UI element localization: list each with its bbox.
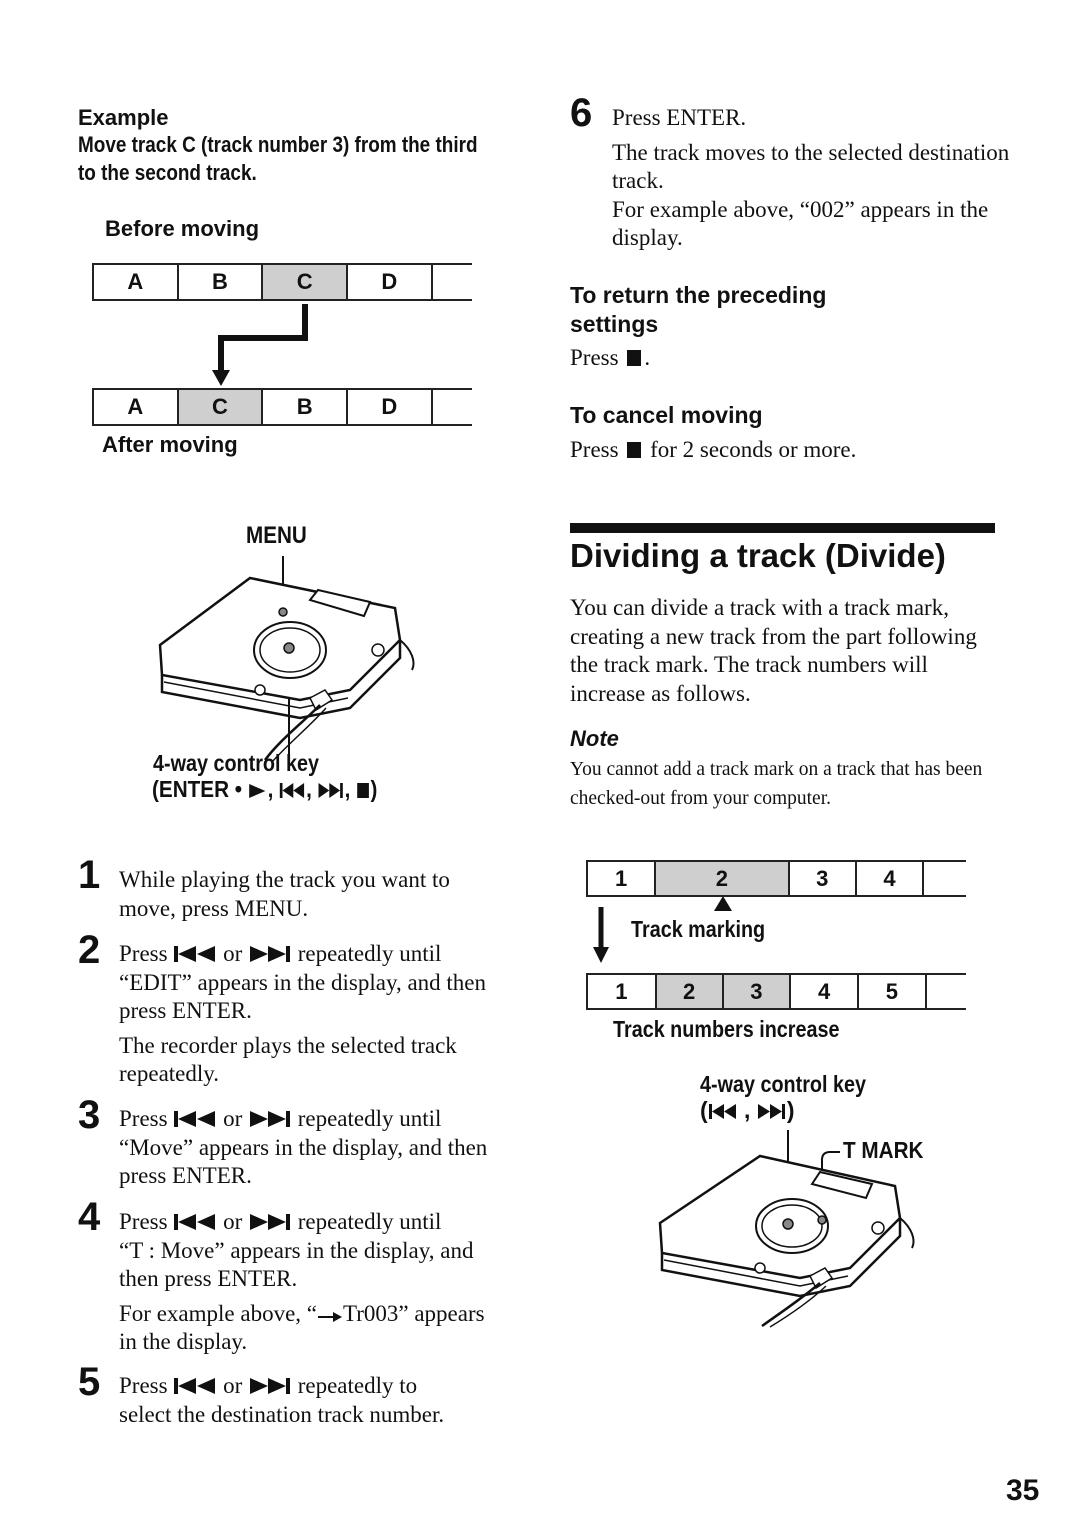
step-note-pre: For example above, “ bbox=[119, 1300, 317, 1326]
cancel-text-pre: Press bbox=[570, 437, 619, 462]
minidisc-device-illustration bbox=[150, 550, 420, 765]
step-first-line bbox=[119, 1372, 494, 1401]
step-6-block bbox=[612, 104, 1012, 253]
step-mid: or bbox=[223, 1373, 243, 1398]
track-cell-highlight: 2 bbox=[655, 975, 722, 1008]
step-note bbox=[119, 1300, 494, 1357]
step-text: While playing the track you want to move, press MENU. bbox=[119, 867, 450, 921]
minidisc-device-illustration bbox=[650, 1128, 920, 1328]
track-cell-empty bbox=[431, 265, 472, 299]
next-track-icon bbox=[248, 944, 292, 964]
stop-icon bbox=[627, 350, 641, 366]
return-text-pre: Press bbox=[570, 345, 619, 370]
play-icon bbox=[248, 780, 268, 800]
next-track-icon bbox=[318, 780, 345, 800]
step-mid: or bbox=[223, 1106, 243, 1131]
step-number: 6 bbox=[570, 91, 593, 135]
step-text: “Move” appears in the display, and then press ENTER. bbox=[119, 1134, 488, 1188]
move-arrow-icon bbox=[205, 300, 315, 390]
step-pre: Press bbox=[119, 1373, 168, 1398]
step-4-block bbox=[119, 1208, 494, 1357]
step-3-block bbox=[119, 1105, 494, 1191]
track-cell: A bbox=[92, 265, 177, 299]
section-rule bbox=[570, 523, 995, 533]
track-cell-highlight: 3 bbox=[722, 975, 790, 1008]
track-cell-highlight: C bbox=[177, 390, 262, 424]
previous-track-icon bbox=[708, 1101, 738, 1121]
control-key-label: 4-way control key bbox=[153, 750, 320, 776]
return-heading-line2: settings bbox=[570, 311, 659, 337]
step-note: For example above, “002” appears in the display. bbox=[612, 196, 989, 250]
right-arrow-icon bbox=[317, 1310, 343, 1324]
track-mark-arrow-icon bbox=[712, 895, 734, 913]
step-5-block bbox=[119, 1372, 494, 1429]
return-heading bbox=[570, 281, 826, 339]
step-first-line bbox=[119, 1105, 494, 1134]
note-text: You cannot add a track mark on a track that has been checked-out from your computer. bbox=[570, 759, 983, 809]
track-cell: A bbox=[92, 390, 177, 424]
track-cell-empty bbox=[925, 975, 966, 1008]
step-note: The recorder plays the selected track repeatedly. bbox=[119, 1032, 457, 1086]
step-number: 5 bbox=[78, 1360, 101, 1404]
return-text bbox=[570, 344, 650, 373]
previous-track-icon bbox=[173, 1376, 217, 1396]
control-key-prefix: (ENTER • bbox=[152, 776, 243, 802]
track-cell: 1 bbox=[586, 975, 655, 1008]
step-note-code: Tr003 bbox=[342, 1300, 399, 1326]
cancel-text bbox=[570, 436, 856, 465]
control-key-sublabel: (ENTER • , , , ) bbox=[152, 776, 378, 802]
control-key-label: 4-way control key bbox=[700, 1071, 867, 1097]
step-pre: Press bbox=[119, 941, 168, 966]
before-moving-label: Before moving bbox=[105, 216, 260, 241]
step-first-line: Press ENTER. bbox=[612, 105, 747, 130]
track-cell: B bbox=[177, 265, 262, 299]
example-text: Move track C (track number 3) from the third to the second track. bbox=[78, 132, 478, 185]
track-cell: 5 bbox=[857, 975, 925, 1008]
step-post: repeatedly until bbox=[297, 941, 442, 966]
step-text: The track moves to the selected destination track. bbox=[612, 139, 1010, 193]
down-arrow-icon bbox=[590, 905, 612, 965]
step-text: “T : Move” appears in the display, and then press ENTER. bbox=[119, 1237, 474, 1291]
control-key-suffix: ) bbox=[370, 776, 378, 802]
menu-label: MENU bbox=[246, 522, 307, 549]
step-number: 1 bbox=[78, 853, 101, 897]
step-number: 2 bbox=[78, 928, 101, 972]
cancel-heading: To cancel moving bbox=[570, 402, 763, 428]
step-post: repeatedly until bbox=[297, 1106, 442, 1131]
step-mid: or bbox=[223, 1209, 243, 1234]
step-2-block bbox=[119, 940, 494, 1089]
after-moving-label: After moving bbox=[102, 432, 238, 457]
track-cell: 3 bbox=[788, 862, 855, 895]
divide-intro: You can divide a track with a track mark, creating a new track from the part following the track mark. The track numbers will increase as follows. bbox=[570, 595, 977, 706]
note-heading: Note bbox=[570, 726, 619, 751]
track-cell-highlight: C bbox=[261, 265, 346, 299]
after-tape bbox=[92, 388, 472, 426]
step-text: select the destination track number. bbox=[119, 1401, 445, 1427]
cancel-text-post: for 2 seconds or more. bbox=[650, 437, 857, 462]
track-increase-label: Track numbers increase bbox=[613, 1016, 840, 1042]
track-tape-before bbox=[586, 860, 966, 897]
return-text-post: . bbox=[644, 345, 651, 370]
track-cell-empty bbox=[431, 390, 472, 424]
step-first-line bbox=[119, 1208, 494, 1237]
step-number: 4 bbox=[78, 1195, 101, 1239]
track-marking-label: Track marking bbox=[631, 916, 766, 942]
next-track-icon bbox=[248, 1109, 292, 1129]
next-track-icon bbox=[248, 1376, 292, 1396]
next-track-icon bbox=[757, 1101, 787, 1121]
tmark-label: T MARK bbox=[843, 1137, 924, 1163]
track-cell-empty bbox=[922, 862, 966, 895]
previous-track-icon bbox=[173, 1109, 217, 1129]
stop-icon bbox=[627, 442, 641, 458]
before-tape bbox=[92, 263, 472, 301]
track-cell: D bbox=[346, 265, 431, 299]
step-pre: Press bbox=[119, 1209, 168, 1234]
track-tape-after bbox=[586, 973, 966, 1010]
track-cell-highlight: 2 bbox=[654, 862, 787, 895]
step-mid: or bbox=[223, 941, 243, 966]
stop-icon bbox=[356, 780, 370, 800]
return-heading-line1: To return the preceding bbox=[570, 282, 827, 308]
previous-track-icon bbox=[173, 1212, 217, 1232]
section-title: Dividing a track (Divide) bbox=[570, 537, 946, 574]
next-track-icon bbox=[248, 1212, 292, 1232]
track-cell: 1 bbox=[586, 862, 654, 895]
previous-track-icon bbox=[279, 780, 306, 800]
step-number: 3 bbox=[78, 1093, 101, 1137]
track-cell: 4 bbox=[789, 975, 857, 1008]
step-pre: Press bbox=[119, 1106, 168, 1131]
step-text: “EDIT” appears in the display, and then press ENTER. bbox=[119, 969, 487, 1023]
control-key-sublabel: ( , ) bbox=[700, 1097, 795, 1123]
step-post: repeatedly to bbox=[297, 1373, 418, 1398]
example-heading: Example bbox=[78, 105, 169, 130]
step-first-line bbox=[119, 940, 494, 969]
track-cell: B bbox=[261, 390, 346, 424]
track-cell: D bbox=[346, 390, 431, 424]
page-number: 35 bbox=[1006, 1474, 1040, 1507]
track-cell: 4 bbox=[855, 862, 922, 895]
step-note-post: ” appears in the display. bbox=[119, 1300, 485, 1354]
previous-track-icon bbox=[173, 944, 217, 964]
step-post: repeatedly until bbox=[297, 1209, 442, 1234]
